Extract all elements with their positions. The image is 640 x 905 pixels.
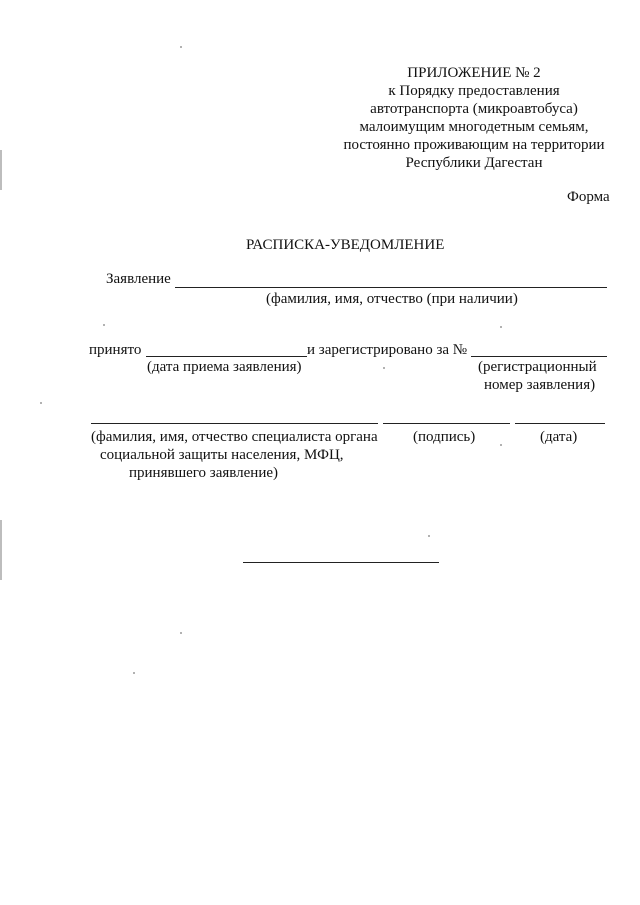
applicant-name-field[interactable] bbox=[175, 287, 607, 288]
registered-label: и зарегистрировано за № bbox=[307, 342, 468, 358]
scan-speck bbox=[180, 632, 182, 634]
scan-speck bbox=[383, 367, 385, 369]
scan-speck bbox=[40, 402, 42, 404]
specialist-name-field[interactable] bbox=[91, 423, 378, 424]
specialist-caption-1: (фамилия, имя, отчество специалиста органа bbox=[91, 429, 378, 445]
scan-speck bbox=[428, 535, 430, 537]
applicant-name-caption: (фамилия, имя, отчество (при наличии) bbox=[266, 291, 518, 307]
scan-speck bbox=[500, 326, 502, 328]
acceptance-date-field[interactable] bbox=[146, 356, 307, 357]
scan-edge-mark bbox=[0, 520, 2, 580]
form-label: Форма bbox=[567, 189, 610, 205]
signature-caption: (подпись) bbox=[413, 429, 476, 445]
appendix-line: постоянно проживающим на территории bbox=[343, 137, 605, 153]
scan-speck bbox=[103, 324, 105, 326]
scan-edge-mark bbox=[0, 150, 2, 190]
scan-speck bbox=[500, 444, 502, 446]
accepted-label: принято bbox=[89, 342, 142, 358]
registration-number-caption-2: номер заявления) bbox=[484, 377, 596, 393]
signature-field[interactable] bbox=[383, 423, 510, 424]
appendix-number: ПРИЛОЖЕНИЕ № 2 bbox=[407, 65, 541, 81]
specialist-caption-2: социальной защиты населения, МФЦ, bbox=[100, 447, 344, 463]
closing-separator-line bbox=[243, 562, 439, 563]
registration-number-field[interactable] bbox=[471, 356, 607, 357]
appendix-line: Республики Дагестан bbox=[405, 155, 543, 171]
appendix-line: автотранспорта (микроавтобуса) bbox=[370, 101, 578, 117]
appendix-line: малоимущим многодетным семьям, bbox=[359, 119, 589, 135]
scan-speck bbox=[133, 672, 135, 674]
signature-date-field[interactable] bbox=[515, 423, 605, 424]
registration-number-caption-1: (регистрационный bbox=[478, 359, 597, 375]
scan-speck bbox=[180, 46, 182, 48]
appendix-line: к Порядку предоставления bbox=[388, 83, 560, 99]
document-title: РАСПИСКА-УВЕДОМЛЕНИЕ bbox=[246, 237, 445, 253]
signature-date-caption: (дата) bbox=[540, 429, 578, 445]
acceptance-date-caption: (дата приема заявления) bbox=[147, 359, 302, 375]
application-label: Заявление bbox=[106, 271, 171, 287]
specialist-caption-3: принявшего заявление) bbox=[129, 465, 279, 481]
